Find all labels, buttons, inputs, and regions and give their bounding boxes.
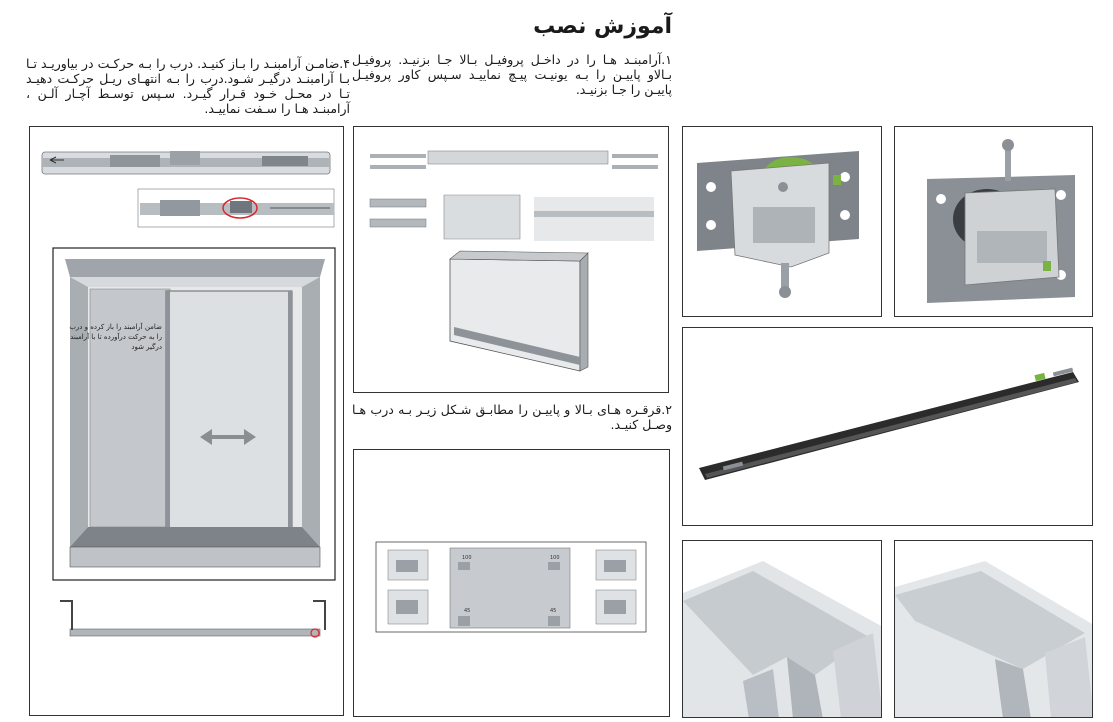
damper-rail-image — [683, 328, 1093, 526]
roller-photo-front — [682, 126, 882, 317]
roller-image — [895, 127, 1093, 317]
step-4-text: ۴.ضامـن آرامبنـد را بـاز کنیـد. درب را بـه حرکـت در بیاوریـد تـا بـا آرامبنـد درگیـر شـود.درب را بـه انتهـای ریـل حرکـت دهیـد تـا در محـل خـود قـرار گیـرد. سـپس توسـط آچـار آلـن ، آرامبنـد هـا را سـفت نماییـد. — [26, 56, 350, 116]
step-4-figure-panel — [29, 126, 344, 716]
top-profile-image — [370, 151, 658, 169]
wardrobe-image — [53, 248, 335, 580]
step-2-figure-panel — [353, 449, 670, 717]
damper-caption: ضامن آرامبند را باز کرده و درب را به حرکت درآورده تا با آرامبند درگیر شود — [69, 323, 162, 351]
upper-roller-left — [388, 550, 428, 580]
step-1-illustration — [354, 127, 669, 393]
damper-rail-image — [42, 151, 330, 174]
step-1-text: ۱.آرامبنـد هـا را در داخـل پروفیـل بـالا جـا بزنیـد. پروفیـل بـالاو پاییـن را بـه یونیـت پیـچ نماییـد سـپس کاور پروفیـل پاییـن را جـا بزنیـد. — [352, 52, 672, 97]
aluminum-profile-image — [683, 541, 882, 718]
dimension-label: 100 — [550, 555, 560, 561]
aluminum-profile-image — [895, 541, 1093, 718]
roller-photo-back — [894, 126, 1093, 317]
step-2-illustration — [354, 450, 670, 717]
step-2-text: ۲.قرقـره هـای بـالا و پاییـن را مطابـق شـکل زیـر بـه درب هـا وصـل کنیـد. — [352, 402, 672, 432]
step-4-illustration — [30, 127, 344, 716]
lower-roller-left — [388, 590, 428, 624]
aluminum-profile-photo-1 — [682, 540, 882, 718]
lower-roller-right — [596, 590, 636, 624]
aluminum-profile-photo-2 — [894, 540, 1093, 718]
damper-closeup-image — [138, 189, 334, 227]
dimension-label: 100 — [462, 555, 472, 561]
page-title: آموزش نصب — [533, 14, 672, 39]
damper-rail-photo — [682, 327, 1093, 526]
dimension-label: 45 — [464, 608, 471, 614]
rail-with-allen-keys-image — [60, 601, 325, 637]
dimension-label: 45 — [550, 608, 557, 614]
upper-roller-right — [596, 550, 636, 580]
unit-box-image — [450, 251, 588, 371]
bottom-profile-assembly-image — [370, 195, 654, 241]
roller-image — [683, 127, 882, 317]
step-1-figure-panel — [353, 126, 669, 393]
